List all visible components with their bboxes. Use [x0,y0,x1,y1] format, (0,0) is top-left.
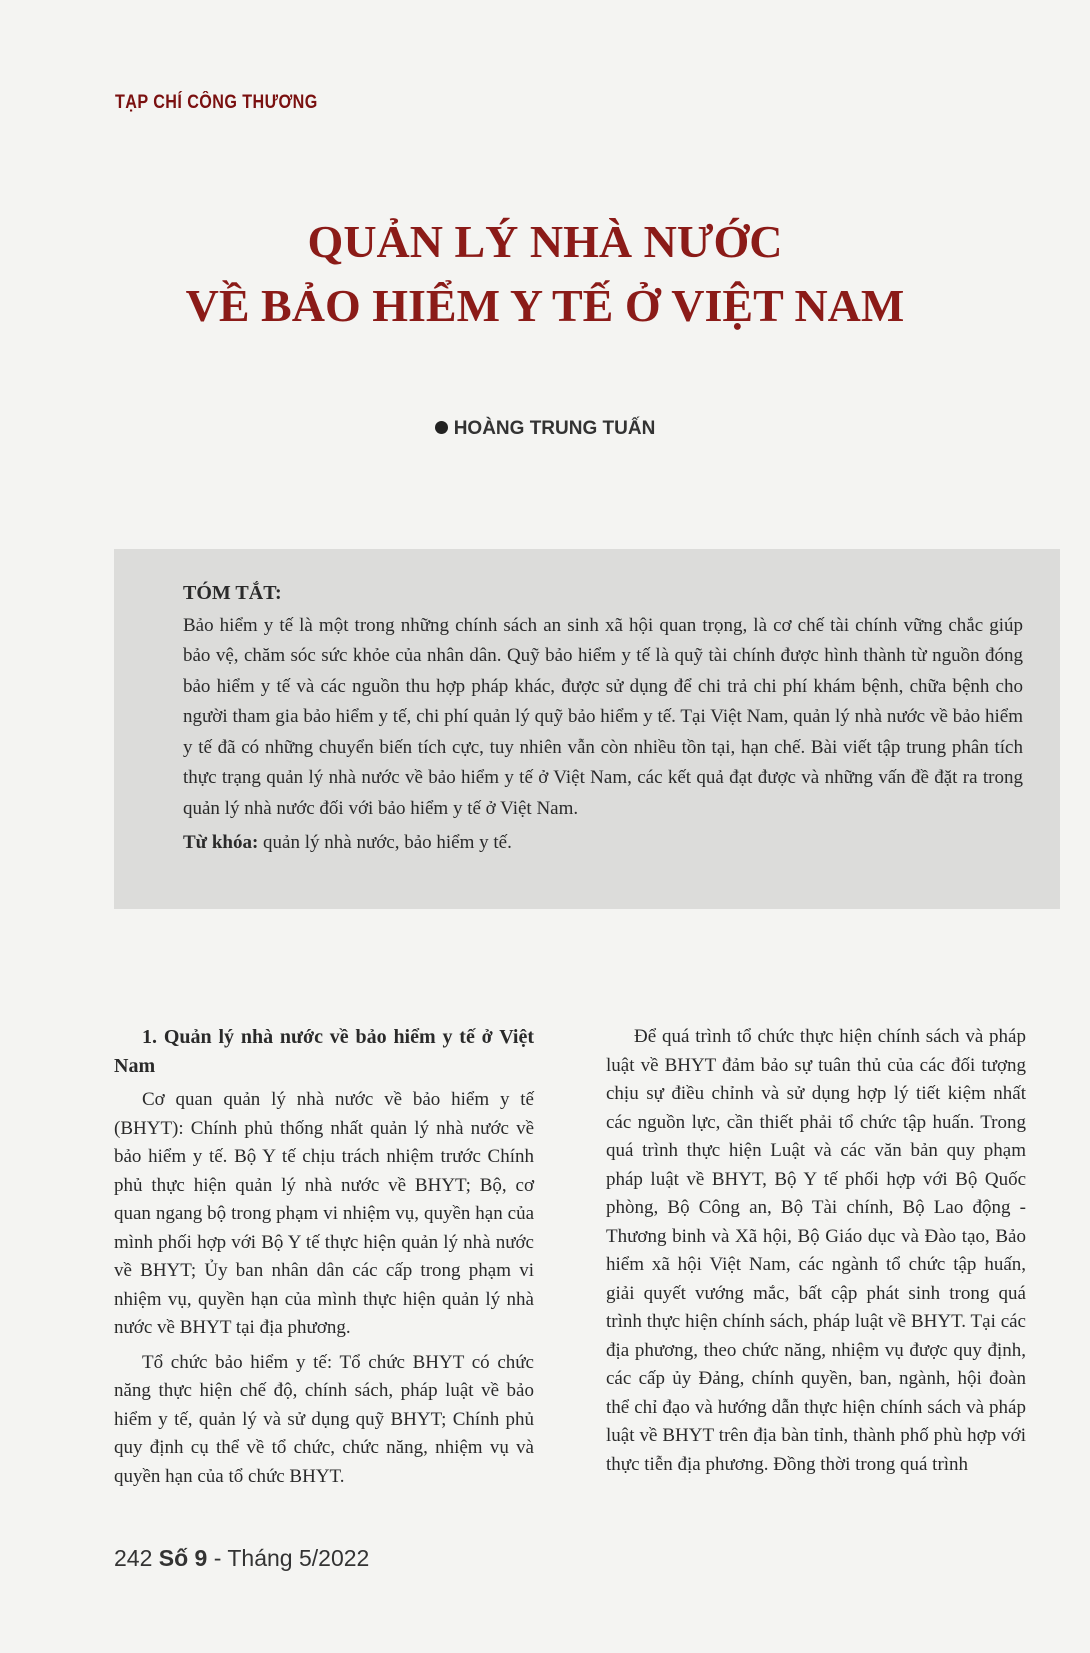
paragraph: Để quá trình tổ chức thực hiện chính sách và pháp luật về BHYT đảm bảo sự tuân thủ của các đối tượng chịu sự điều chỉnh và sử dụng hợp lý tiết kiệm nhất các nguồn lực, cần thiết phải tổ chức tập huấn. Trong quá trình thực hiện Luật và các văn bản quy phạm pháp luật về BHYT, Bộ Y tế phối hợp với Bộ Quốc phòng, Bộ Công an, Bộ Tài chính, Bộ Lao động - Thương binh và Xã hội, Bộ Giáo dục và Đào tạo, Bảo hiểm xã hội Việt Nam, các ngành tổ chức tập huấn, giải quyết vướng mắc, bất cập phát sinh trong quá trình thực hiện chính sách, pháp luật về BHYT. Tại các địa phương, theo chức năng, nhiệm vụ được quy định, các cấp ủy Đảng, chính quyền, ban, ngành, hội đoàn thể chỉ đạo và hướng dẫn thực hiện chính sách và pháp luật về BHYT trên địa bàn tỉnh, thành phố phù hợp với thực tiễn địa phương. Đồng thời trong quá trình [606,1026,1026,1475]
right-column [606,1023,1026,1485]
issue-number: Số 9 [158,1545,208,1571]
keywords-label: Từ khóa: [183,832,259,853]
title-line-1: QUẢN LÝ NHÀ NƯỚC [307,216,783,267]
article-title [0,210,1090,338]
page-footer [114,1545,369,1572]
paragraph: Tổ chức bảo hiểm y tế: Tổ chức BHYT có chức năng thực hiện chế độ, chính sách, pháp luật về bảo hiểm y tế, quản lý và sử dụng quỹ BHYT; Chính phủ quy định cụ thể về tổ chức, chức năng, nhiệm vụ và quyền hạn của tổ chức BHYT. [114,1351,534,1487]
keywords-text: quản lý nhà nước, bảo hiểm y tế. [263,832,512,853]
section-heading: 1. Quản lý nhà nước về bảo hiểm y tế ở Việt Nam [114,1026,534,1077]
abstract [183,578,1023,859]
journal-header: TẠP CHÍ CÔNG THƯƠNG [115,92,318,113]
keywords [183,828,1023,859]
bullet-icon [435,421,448,434]
author-line [0,418,1090,440]
left-column [114,1023,534,1497]
abstract-heading: TÓM TẮT: [183,582,282,604]
abstract-body: Bảo hiểm y tế là một trong những chính sách an sinh xã hội quan trọng, là cơ chế tài chính vững chắc giúp bảo vệ, chăm sóc sức khỏe của nhân dân. Quỹ bảo hiểm y tế là quỹ tài chính được hình thành từ nguồn đóng bảo hiểm y tế và các nguồn thu hợp pháp khác, được sử dụng để chi trả chi phí khám bệnh, chữa bệnh cho người tham gia bảo hiểm y tế, chi phí quản lý quỹ bảo hiểm y tế. Tại Việt Nam, quản lý nhà nước về bảo hiểm y tế đã có những chuyển biến tích cực, tuy nhiên vẫn còn nhiều tồn tại, hạn chế. Bài viết tập trung phân tích thực trạng quản lý nhà nước về bảo hiểm y tế ở Việt Nam, các kết quả đạt được và những vấn đề đặt ra trong quản lý nhà nước đối với bảo hiểm y tế ở Việt Nam. [183,614,1023,819]
author-name: HOÀNG TRUNG TUẤN [453,418,656,439]
issue-date: - Tháng 5/2022 [207,1545,370,1571]
paragraph: Cơ quan quản lý nhà nước về bảo hiểm y tế (BHYT): Chính phủ thống nhất quản lý nhà nước về bảo hiểm y tế. Bộ Y tế chịu trách nhiệm trước Chính phủ thực hiện quản lý nhà nước về BHYT; Bộ, cơ quan ngang bộ trong phạm vi nhiệm vụ, quyền hạn của mình phối hợp với Bộ Y tế thực hiện quản lý nhà nước về BHYT; Ủy ban nhân dân các cấp trong phạm vi nhiệm vụ, quyền hạn của mình thực hiện quản lý nhà nước về BHYT tại địa phương. [114,1089,534,1338]
page-number: 242 [114,1545,153,1571]
title-line-2: VỀ BẢO HIỂM Y TẾ Ở VIỆT NAM [185,280,905,331]
